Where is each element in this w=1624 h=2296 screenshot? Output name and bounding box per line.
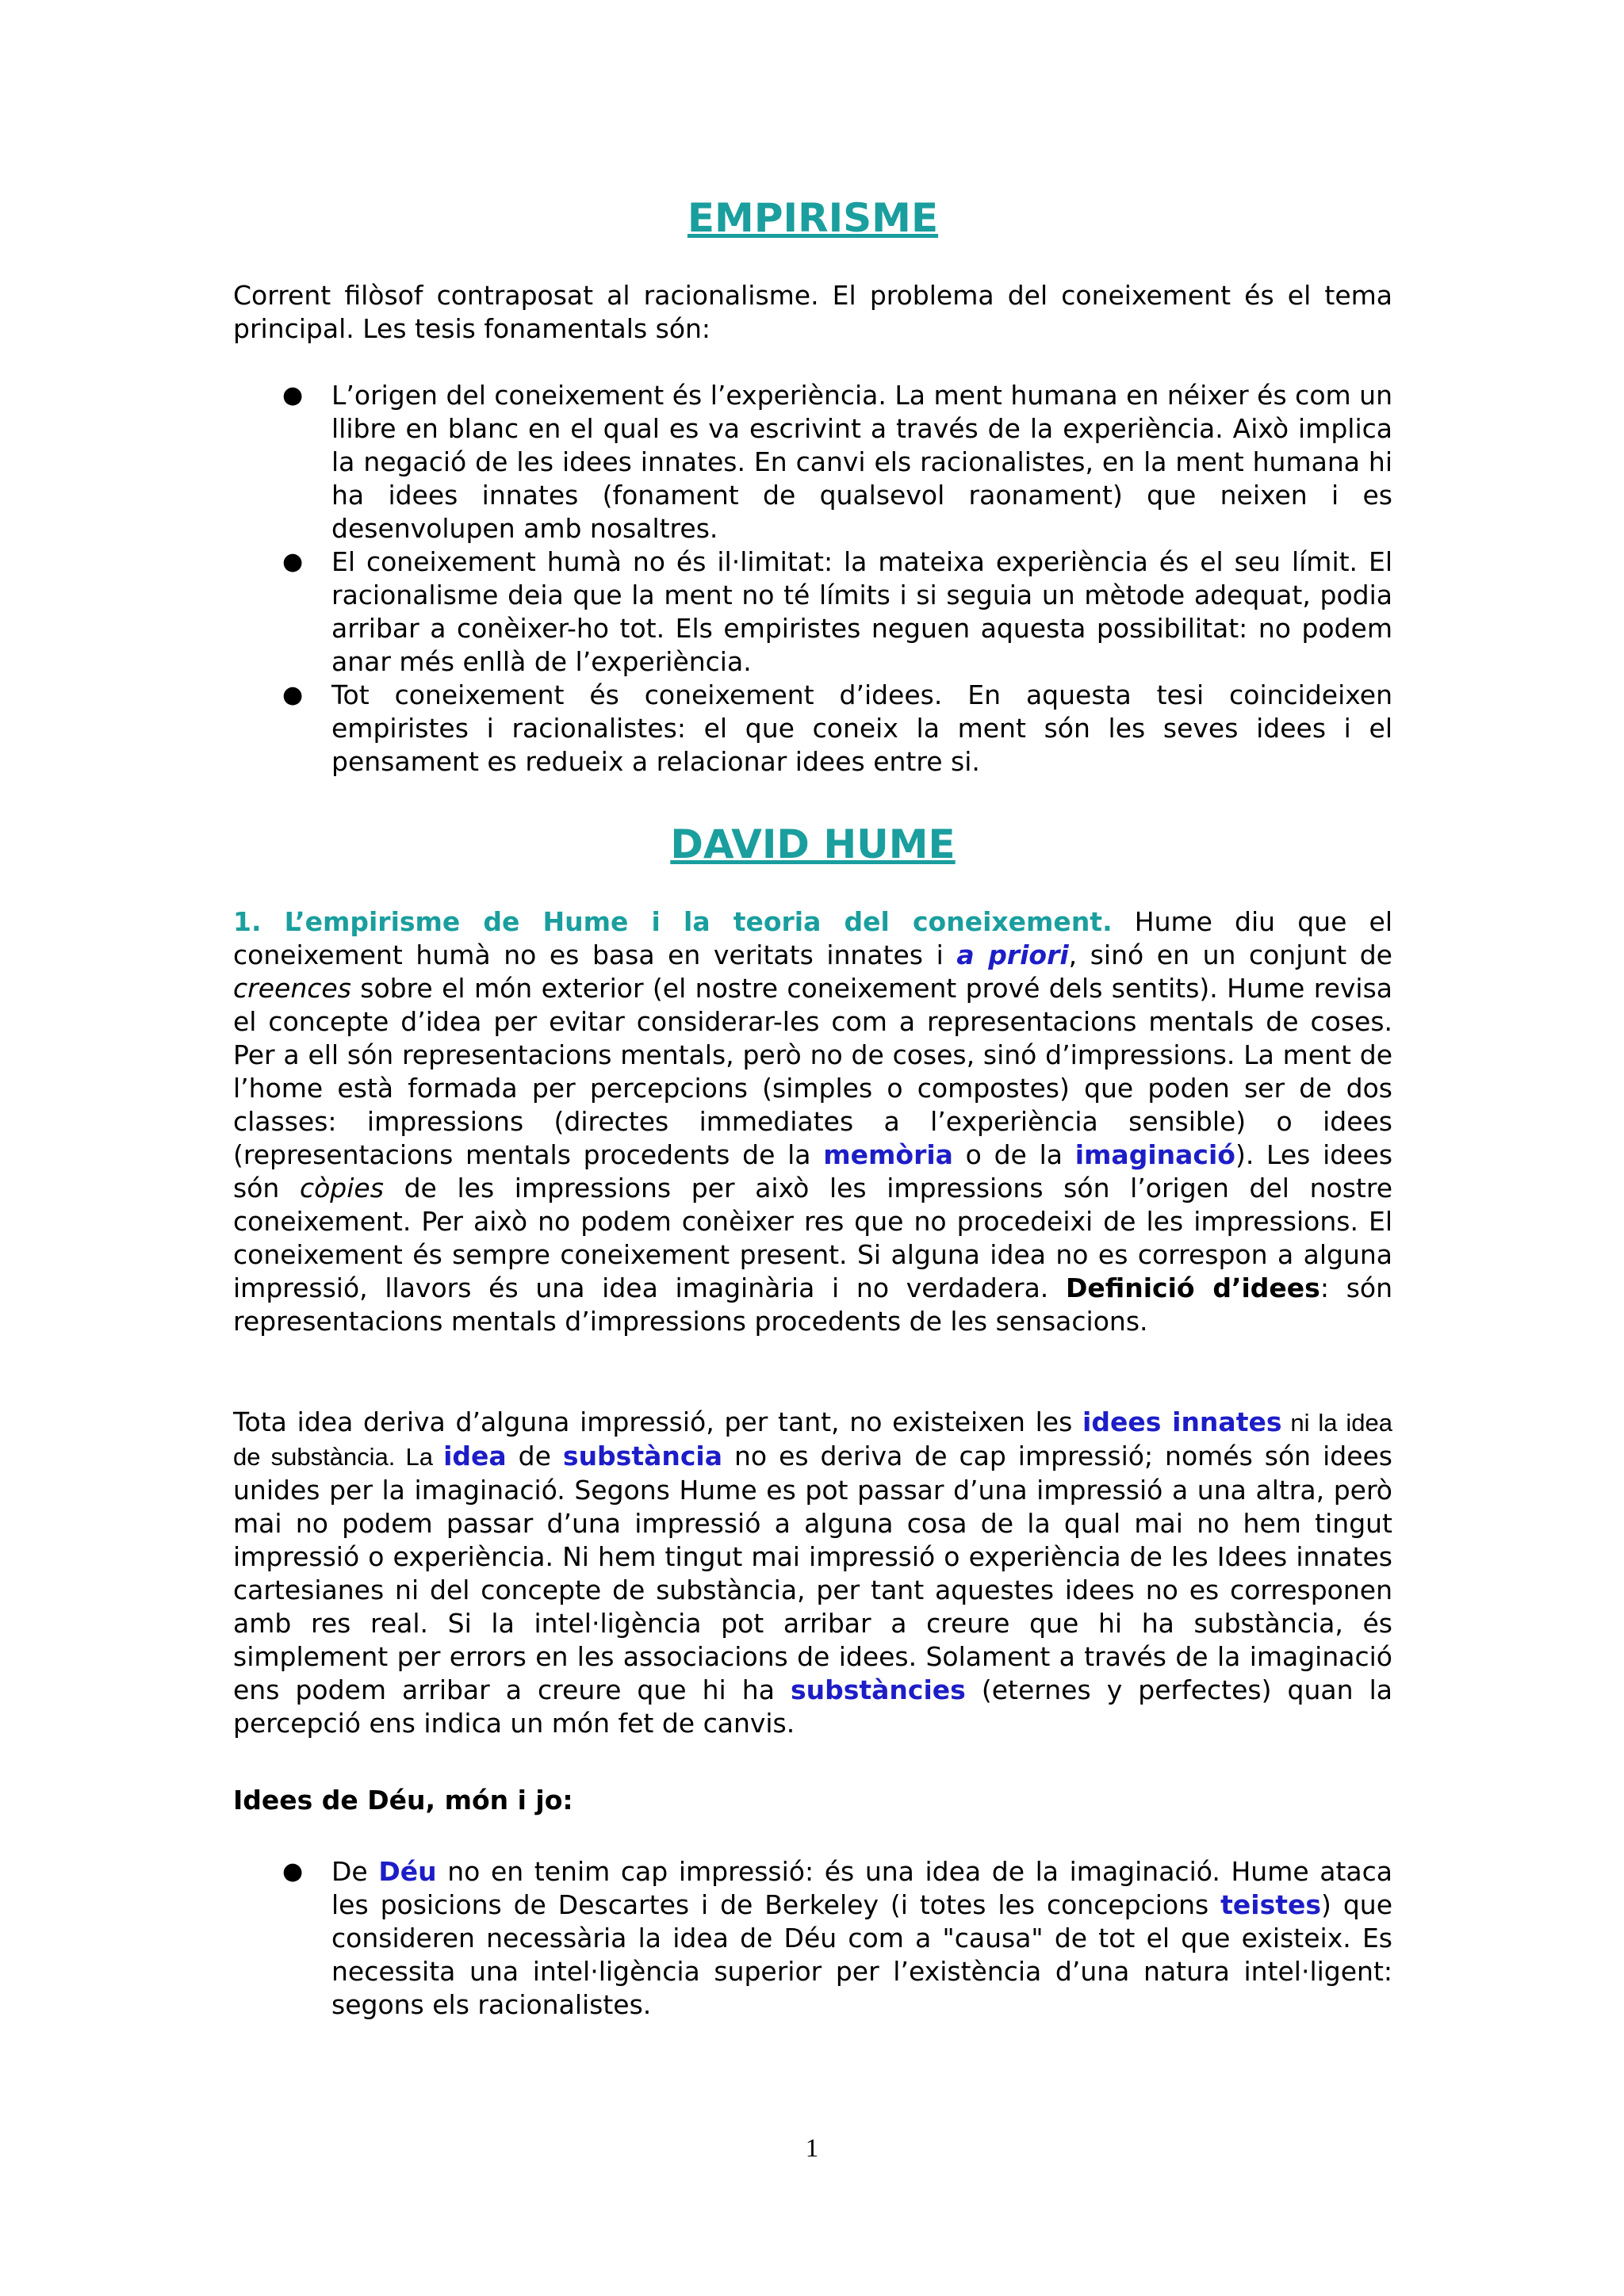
list-item [233, 679, 1392, 779]
list-item [233, 545, 1392, 679]
term-substancies: substàncies [790, 1674, 966, 1705]
section-heading: 1. L’empirisme de Hume i la teoria del coneixement. [233, 906, 1113, 937]
page-number: 1 [805, 2134, 819, 2163]
text-span: de [506, 1441, 563, 1471]
text-span: no es deriva de cap impressió; només són idees unides per la imaginació. Segons Hume es pot passar d’una impressió a una altra, però mai no podem passar d’una impressió a alguna cosa de la qual mai no hem tingut impressió o experiència. Ni hem tingut mai impressió o experiència de les Idees innates cartesianes ni del concepte de substància, per tant aquestes idees no es corresponen amb res real. Si la intel·ligència pot arribar a creure que hi ha substància, és simplement per errors en les associacions de idees. Solament a través de la imaginació ens podem arribar a creure que hi ha [233, 1441, 1392, 1705]
term-deu: Déu [378, 1856, 437, 1887]
document-page [233, 0, 1392, 2296]
text-span: Hume diu que el coneixement humà no es basa en veritats innates i [233, 906, 1392, 970]
ideas-list [233, 1855, 1392, 2022]
term-idees-innates: idees innates [1082, 1406, 1282, 1437]
bullet-icon: ● [282, 381, 304, 409]
paragraph-substance [233, 1406, 1392, 1740]
term-memoria: memòria [823, 1139, 953, 1170]
text-span: : són representacions mentals d’impressions procedents de les sensacions. [233, 1272, 1392, 1337]
term-substancia: substància [562, 1441, 722, 1471]
text-span: o de la [952, 1139, 1075, 1170]
term-definicio: Definició d’idees [1066, 1272, 1320, 1303]
text-span: ni la idea de substància. La [233, 1409, 1392, 1471]
term-creences: creences [233, 973, 351, 1004]
text-span: De [331, 1856, 379, 1887]
intro-paragraph: Corrent filòsof contraposat al racionalisme. El problema del coneixement és el tema principal. Les tesis fonamentals són: [233, 280, 1392, 344]
bullet-icon: ● [282, 1858, 304, 1885]
list-item [233, 1855, 1392, 2022]
term-copies: còpies [299, 1173, 384, 1203]
list-item-text: L’origen del coneixement és l’experiència. La ment humana en néixer és com un llibre en blanc en el qual es va escrivint a través de la experiència. Això implica la negació de les idees innates. En canvi els racionalistes, en la ment humana hi ha idees innates (fonament de qualsevol raonament) que neixen i es desenvolupen amb nosaltres. [331, 380, 1392, 544]
title-david-hume: DAVID HUME [670, 821, 956, 867]
term-idea: idea [443, 1441, 507, 1471]
text-span: ). Les idees són [233, 1139, 1393, 1203]
paragraph-hume-empiricism [233, 905, 1392, 1338]
list-item-text: El coneixement humà no és il·limitat: la mateixa experiència és el seu límit. El racionalisme deia que la ment no té límits i si seguia un mètode adequat, podia arribar a conèixer-ho tot. Els empiristes neguen aquesta possibilitat: no podem anar més enllà de l’experiència. [331, 546, 1392, 677]
subheading-deu-mon-jo: Idees de Déu, món i jo: [233, 1785, 573, 1816]
term-imaginacio: imaginació [1074, 1139, 1235, 1170]
bullet-icon: ● [282, 681, 304, 709]
title-empirisme: EMPIRISME [687, 195, 939, 241]
term-a-priori: a priori [956, 939, 1069, 970]
list-item [233, 379, 1392, 545]
term-teistes: teistes [1220, 1889, 1322, 1920]
text-span: no en tenim cap impressió: és una idea de la imaginació. Hume ataca les posicions de Descartes i de Berkeley (i totes les concepcions [331, 1856, 1393, 1920]
text-span: , sinó en un conjunt de [1068, 939, 1392, 970]
bullet-icon: ● [282, 548, 304, 576]
text-span: ) que consideren necessària la idea de Déu com a "causa" de tot el que existeix. Es necessita una intel·ligència superior per l’existència d’una natura intel·ligent: segons els racionalistes. [331, 1889, 1393, 2020]
thesis-list [233, 379, 1392, 779]
list-item-text: Tot coneixement és coneixement d’idees. En aquesta tesi coincideixen empiristes i racionalistes: el que coneix la ment són les seves idees i el pensament es redueix a relacionar idees entre si. [331, 679, 1392, 777]
text-span: sobre el món exterior (el nostre coneixement prové dels sentits). Hume revisa el concepte d’idea per evitar considerar-les com a representacions mentals de coses. Per a ell són representacions mentals, però no de coses, sinó d’impressions. La ment de l’home està formada per percepcions (simples o compostes) que poden ser de dos classes: impressions (directes immediates a l’experiència sensible) o idees (representacions mentals procedents de la [233, 973, 1392, 1170]
text-span: Tota idea deriva d’alguna impressió, per tant, no existeixen les [233, 1406, 1083, 1437]
text-span: de les impressions per això les impressions són l’origen del nostre coneixement. Per això no podem conèixer res que no procedeixi de les impressions. El coneixement és sempre coneixement present. Si alguna idea no es correspon a alguna impressió, llavors és una idea imaginària i no verdadera. [233, 1173, 1392, 1303]
text-span: (eternes y perfectes) quan la percepció ens indica un món fet de canvis. [233, 1674, 1392, 1739]
